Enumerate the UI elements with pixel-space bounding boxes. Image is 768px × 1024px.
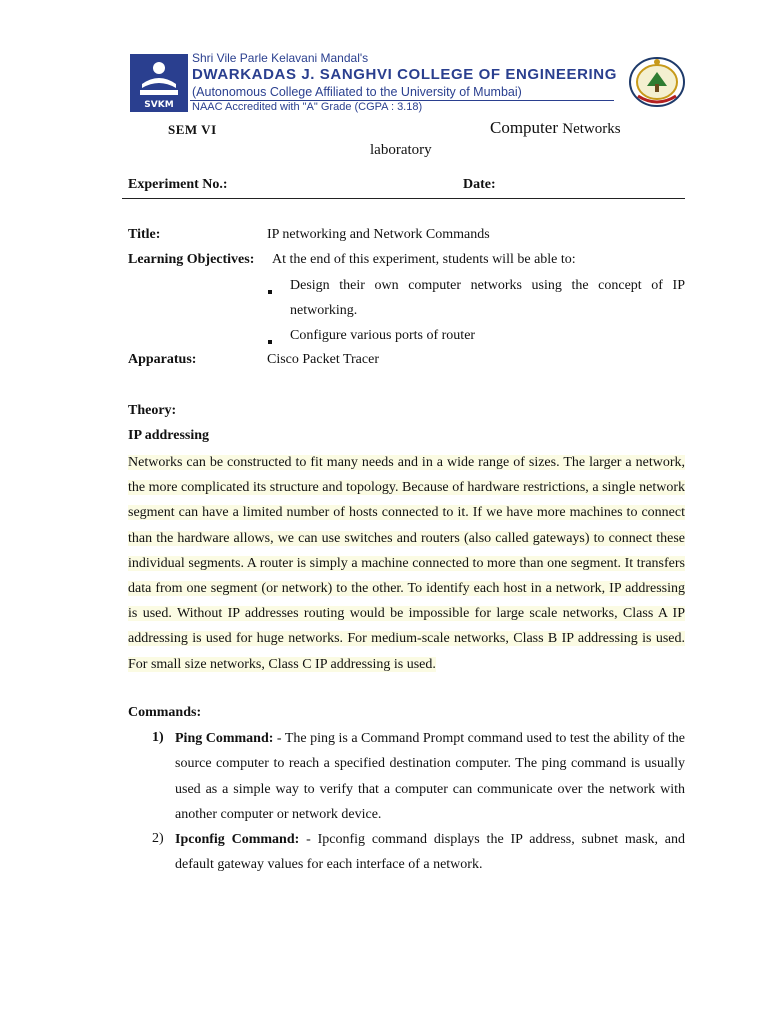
- header-college-name: DWARKADAS J. SANGHVI COLLEGE OF ENGINEERING: [192, 66, 617, 83]
- command-description: - Ipconfig command displays the IP address, subnet mask, and default gateway values for each interface of a network.: [175, 832, 685, 873]
- title-value: IP networking and Network Commands: [267, 227, 490, 242]
- header-accreditation: NAAC Accredited with "A" Grade (CGPA : 3.18): [192, 101, 423, 113]
- svkm-logo-icon: [130, 54, 188, 112]
- experiment-number-label: Experiment No.:: [128, 177, 228, 192]
- command-number: 1): [152, 730, 164, 745]
- command-name: Ipconfig Command:: [175, 832, 300, 847]
- objectives-intro: At the end of this experiment, students will be able to:: [272, 252, 576, 267]
- theory-paragraph-text: Networks can be constructed to fit many needs and in a wide range of sizes. The larger a network, the more complicated its structure and topology. Because of hardware restrictions, a single network segment can have a limited number of hosts connected to it. If we have more machines to connect than the hardware allows, we can use switches and routers (also called gateways) to connect these individual segments. A router is simply a machine connected to more than one segment. It transfers data from one segment (or network) to the other. To identify each host in a network, IP addressing is used. Without IP addresses routing would be impossible for large scale networks, Class A IP addressing is used for huge networks. For medium-scale networks, Class B IP addressing is used. For small size networks, Class C IP addressing is used.: [128, 455, 685, 672]
- title-label: Title:: [128, 227, 161, 242]
- semester-label: SEM VI: [168, 122, 217, 137]
- apparatus-value: Cisco Packet Tracer: [267, 352, 379, 367]
- header-trust-name: Shri Vile Parle Kelavani Mandal's: [192, 51, 369, 65]
- bullet-marker: [268, 333, 272, 349]
- theory-paragraph: [128, 450, 685, 677]
- course-title-part2: Networks: [562, 121, 621, 137]
- bullet-marker: [268, 283, 272, 299]
- course-title-part3: laboratory: [370, 142, 432, 158]
- crest-icon: [628, 56, 686, 108]
- ip-addressing-heading: IP addressing: [128, 428, 210, 443]
- command-description: - The ping is a Command Prompt command used to test the ability of the source computer to reach a specified destination computer. The ping command is usually used as a simple way to verify that a computer can communicate over the network with another computer or network device.: [175, 731, 685, 822]
- experiment-divider: [122, 198, 685, 199]
- college-logo-left: [130, 54, 188, 112]
- theory-heading: Theory:: [128, 403, 177, 418]
- command-item: [175, 726, 685, 827]
- course-title: [490, 118, 621, 138]
- objective-item: Configure various ports of router: [290, 328, 476, 343]
- objectives-label: Learning Objectives:: [128, 252, 255, 267]
- commands-heading: Commands:: [128, 705, 202, 720]
- header-affiliation: (Autonomous College Affiliated to the University of Mumbai): [192, 85, 522, 99]
- command-name: Ping Command:: [175, 731, 274, 746]
- objective-item: Design their own computer networks using the concept of IP networking.: [290, 278, 685, 318]
- college-crest-right: [628, 56, 686, 108]
- svg-text:SVKM: SVKM: [144, 100, 174, 110]
- command-item: [175, 827, 685, 878]
- course-title-part1: Computer: [490, 118, 558, 137]
- command-number: 2): [152, 831, 164, 846]
- apparatus-label: Apparatus:: [128, 352, 197, 367]
- experiment-date-label: Date:: [463, 177, 496, 192]
